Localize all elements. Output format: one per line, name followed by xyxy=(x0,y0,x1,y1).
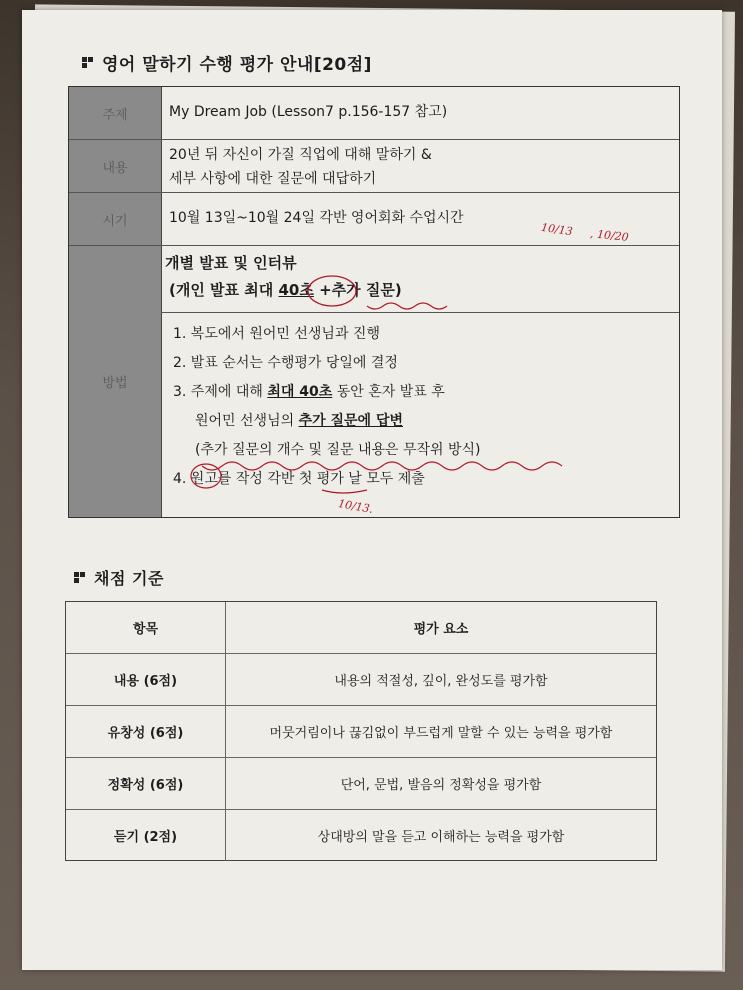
info-table xyxy=(68,86,680,518)
value-topic: My Dream Job (Lesson7 p.156-157 참고) xyxy=(169,104,448,120)
method-divider xyxy=(161,312,679,313)
method-heading: 개별 발표 및 인터뷰 (개인 발표 최대 40초 +추가 질문) xyxy=(165,254,402,299)
section1-title: 영어 말하기 수행 평가 안내[20점] xyxy=(102,55,372,75)
value-content: 20년 뒤 자신이 가질 직업에 대해 말하기 & 세부 사항에 대한 질문에 대답하기 xyxy=(169,147,432,187)
header-item: 항목 xyxy=(66,602,226,653)
section2-title: 채점 기준 xyxy=(94,569,164,588)
table-row: 유창성 (6점) 머뭇거림이나 끊김없이 부드럽게 말할 수 있는 능력을 평가함 xyxy=(66,706,656,758)
scoring-table xyxy=(65,601,657,861)
square-bullet-icon xyxy=(74,572,86,584)
label-method: 방법 xyxy=(69,246,162,517)
label-period: 시기 xyxy=(69,193,162,245)
square-bullet-icon xyxy=(82,57,94,69)
note-date-1: 10/13 xyxy=(540,220,574,239)
note-date-2: , 10/20 xyxy=(589,227,630,244)
label-content: 내용 xyxy=(69,140,162,192)
scoring-header-row xyxy=(66,602,656,654)
section1-heading xyxy=(82,50,372,75)
table-row: 듣기 (2점) 상대방의 말을 듣고 이해하는 능력을 평가함 xyxy=(66,810,656,861)
value-period: 10월 13일~10월 24일 각반 영어회화 수업시간 xyxy=(169,210,464,226)
note-date-3: 10/13. xyxy=(337,497,375,516)
row-topic xyxy=(69,87,679,140)
header-criteria: 평가 요소 xyxy=(413,622,469,637)
row-content xyxy=(69,140,679,193)
label-topic: 주제 xyxy=(69,87,162,139)
row-period xyxy=(69,193,679,246)
row-method xyxy=(69,246,679,517)
method-list: 1. 복도에서 원어민 선생님과 진행 2. 발표 순서는 수행평가 당일에 결정 3. 주제에 대해 최대 40초 동안 혼자 발표 후 원어민 선생님의 추가 질문에 답변 (추가 질문의 개수 및 질문 내용은 무작위 방식) 4. 원고를 작성 각반 첫 평가 날 모두 제출 xyxy=(173,326,481,487)
section2-heading xyxy=(74,566,164,589)
table-row: 정확성 (6점) 단어, 문법, 발음의 정확성을 평가함 xyxy=(66,758,656,810)
table-row: 내용 (6점) 내용의 적절성, 깊이, 완성도를 평가함 xyxy=(66,654,656,706)
paper-sheet xyxy=(22,10,722,970)
